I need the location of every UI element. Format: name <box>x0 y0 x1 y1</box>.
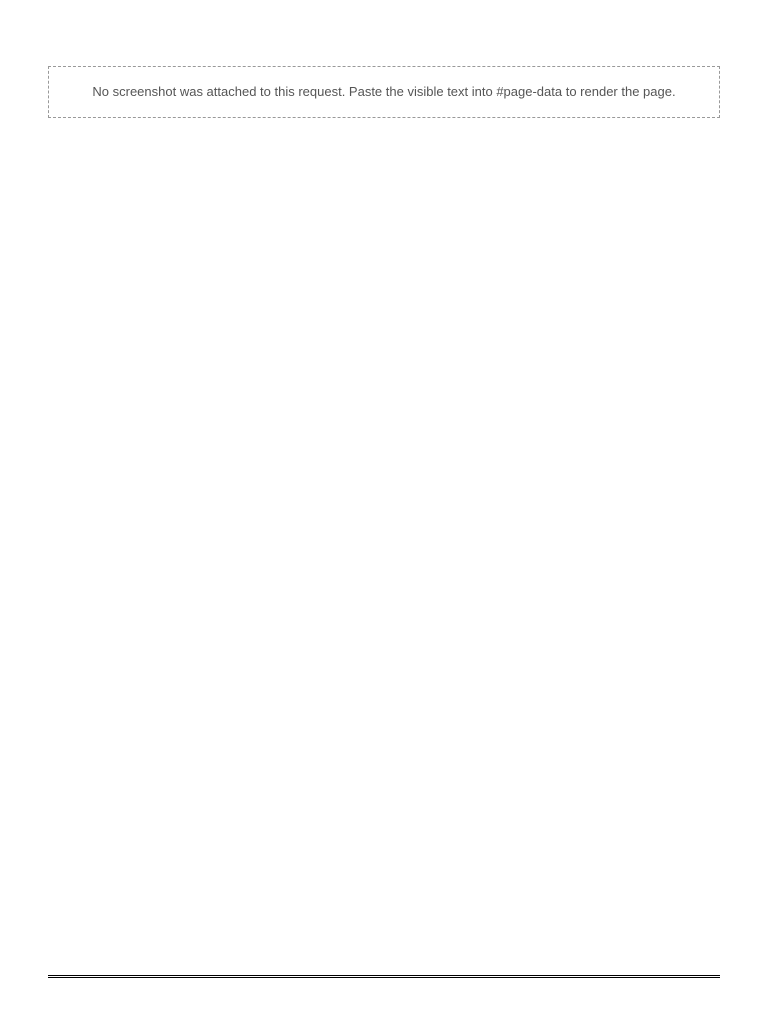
footer-rule <box>48 975 720 978</box>
placeholder-note: No screenshot was attached to this request. Paste the visible text into #page-data to render the page. <box>48 66 720 118</box>
page-body <box>48 66 720 963</box>
page-footer <box>48 975 720 984</box>
